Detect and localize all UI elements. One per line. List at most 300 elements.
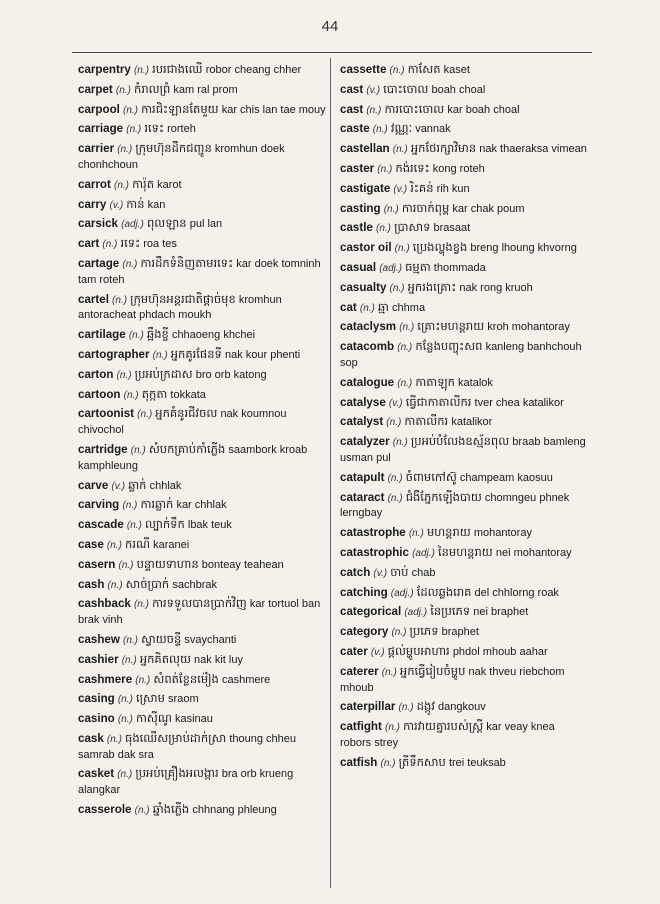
headword: categorical xyxy=(340,605,402,619)
right-column xyxy=(340,62,588,774)
khmer-translation: សំបកគ្រាប់កាំភ្លើង xyxy=(148,441,226,456)
headword: caste xyxy=(340,122,370,136)
headword: catapult xyxy=(340,470,385,484)
headword: catalyse xyxy=(340,395,386,409)
headword: carriage xyxy=(78,122,124,136)
khmer-translation: មហន្តរាយ xyxy=(426,525,471,540)
part-of-speech: (v.) xyxy=(373,567,388,579)
khmer-translation: កំរាលព្រំ xyxy=(134,81,171,96)
romanization: trei teuksab xyxy=(448,756,506,769)
headword: cat xyxy=(340,300,357,314)
khmer-translation: ប្រអប់ក្រដាស xyxy=(134,366,193,381)
dictionary-entry xyxy=(340,161,588,178)
khmer-translation: ប្រភេទ xyxy=(409,624,439,639)
romanization: mohantoray xyxy=(473,527,532,540)
romanization: sraom xyxy=(168,693,199,706)
romanization: kar chhlak xyxy=(176,499,227,512)
part-of-speech: (n.) xyxy=(106,539,122,551)
headword: carrier xyxy=(78,142,115,156)
romanization: kar chis lan tae mouy xyxy=(221,103,326,116)
romanization: nak kit luy xyxy=(194,653,243,666)
romanization: chab xyxy=(411,566,436,579)
khmer-translation: តុក្កតា xyxy=(141,386,168,401)
khmer-translation: ឆ្លាក់ xyxy=(128,477,147,492)
part-of-speech: (n.) xyxy=(359,302,375,314)
khmer-translation: ក្រុមហ៊ុនអន្តរជាតិផ្តាច់មុខ xyxy=(130,291,236,306)
romanization: kong roteh xyxy=(432,162,485,175)
khmer-translation: ការជិះឡានតែមួយ xyxy=(141,101,219,116)
khmer-translation: សំពត់ខ្លែនម៉ៀង xyxy=(153,671,219,686)
khmer-translation: ពុលឡាន xyxy=(147,216,187,231)
dictionary-entry xyxy=(78,497,326,514)
headword: cartoonist xyxy=(78,407,135,421)
part-of-speech: (v.) xyxy=(370,646,385,658)
headword: casket xyxy=(78,767,115,781)
khmer-translation: ល្បាក់ទឹក xyxy=(145,517,185,532)
romanization: karanei xyxy=(153,538,190,551)
headword: cartilage xyxy=(78,328,126,342)
romanization: boah choal xyxy=(431,83,486,96)
part-of-speech: (adj.) xyxy=(379,262,403,274)
headword: cartographer xyxy=(78,347,150,361)
romanization: robor cheang chher xyxy=(205,64,302,76)
headword: cater xyxy=(340,644,368,658)
romanization: bonteay teahean xyxy=(201,558,284,571)
dictionary-entry xyxy=(78,442,326,475)
headword: catch xyxy=(340,565,371,579)
romanization: roa tes xyxy=(143,238,177,251)
header-rule xyxy=(72,52,592,53)
khmer-translation: ឆ្នាំងភ្លើង xyxy=(152,802,190,817)
part-of-speech: (n.) xyxy=(377,163,393,175)
headword: cash xyxy=(78,577,105,591)
dictionary-entry xyxy=(78,557,326,574)
headword: carving xyxy=(78,498,120,512)
part-of-speech: (v.) xyxy=(393,183,408,195)
headword: cartridge xyxy=(78,442,128,456)
headword: castigate xyxy=(340,181,391,195)
dictionary-entry xyxy=(78,387,326,404)
romanization: nak koumnou chivochol xyxy=(78,408,287,437)
khmer-translation: ផ្តល់ម្ហូបអាហារ xyxy=(387,643,450,658)
part-of-speech: (n.) xyxy=(392,144,408,156)
dictionary-entry xyxy=(78,652,326,669)
khmer-translation: ចាប់ xyxy=(390,564,409,579)
khmer-translation: កាន់ xyxy=(126,196,145,211)
part-of-speech: (n.) xyxy=(117,694,133,706)
khmer-translation: នៃប្រភេទ xyxy=(430,604,471,619)
khmer-translation: ចំពាមកៅស៊ូ xyxy=(405,469,457,484)
dictionary-entry xyxy=(340,102,588,119)
part-of-speech: (n.) xyxy=(408,528,424,540)
dictionary-entry xyxy=(340,434,588,467)
part-of-speech: (n.) xyxy=(384,722,400,734)
part-of-speech: (n.) xyxy=(134,805,150,817)
dictionary-entry xyxy=(78,121,326,138)
romanization: kanleng banhchouh sop xyxy=(340,341,582,369)
romanization: dangkouv xyxy=(438,701,486,714)
headword: case xyxy=(78,537,104,551)
romanization: kar chak poum xyxy=(452,202,525,215)
dictionary-entry xyxy=(78,177,326,194)
dictionary-entry xyxy=(78,711,326,728)
romanization: nak thveu riebchom mhoub xyxy=(340,665,565,694)
headword: catastrophic xyxy=(340,545,409,559)
khmer-translation: ឆ្មា xyxy=(377,299,389,314)
romanization: kar tortuol ban brak vinh xyxy=(78,598,321,627)
headword: casting xyxy=(340,201,381,215)
romanization: kaset xyxy=(443,64,470,76)
khmer-translation: វណ្ណៈ xyxy=(390,121,413,136)
khmer-translation: កន្លែងបញ្ចុះសព xyxy=(415,339,483,354)
romanization: nak rong kruoh xyxy=(459,281,533,294)
part-of-speech: (n.) xyxy=(392,437,408,449)
romanization: kromhun antoracheat phdach moukh xyxy=(78,293,282,322)
part-of-speech: (n.) xyxy=(399,322,415,334)
part-of-speech: (adj.) xyxy=(121,219,144,231)
dictionary-entry xyxy=(340,719,588,752)
dictionary-entry xyxy=(340,260,588,277)
part-of-speech: (n.) xyxy=(387,472,403,484)
romanization: kar doek tomninh tam roteh xyxy=(78,257,321,286)
dictionary-entry xyxy=(340,490,588,523)
headword: casino xyxy=(78,712,115,726)
khmer-translation: របរជាងឈើ xyxy=(152,62,203,76)
headword: carve xyxy=(78,478,109,492)
headword: caterer xyxy=(340,664,379,678)
khmer-translation: ប្រអប់បំលែងឧស្ម័នពុល xyxy=(410,434,510,449)
headword: cashback xyxy=(78,597,131,611)
headword: cashew xyxy=(78,632,120,646)
headword: cast xyxy=(340,82,364,96)
headword: cassette xyxy=(340,63,387,76)
khmer-translation: អ្នកគំនូរជីវចល xyxy=(155,406,218,421)
headword: catfight xyxy=(340,720,382,734)
khmer-translation: ត្រីទឹកសាប xyxy=(398,754,446,769)
khmer-translation: កាស៊ីណូ xyxy=(135,711,172,726)
romanization: phdol mhoub aahar xyxy=(452,645,548,658)
dictionary-entry xyxy=(340,525,588,542)
khmer-translation: ប្រេងល្ហុងខ្វង xyxy=(412,240,468,255)
romanization: bro orb katong xyxy=(195,368,267,381)
khmer-translation: រទេះ xyxy=(144,121,164,136)
khmer-translation: កង់រទេះ xyxy=(395,160,430,175)
part-of-speech: (n.) xyxy=(381,666,397,678)
dictionary-entry xyxy=(340,395,588,412)
romanization: katalok xyxy=(458,376,493,389)
khmer-translation: សាច់ប្រាក់ xyxy=(125,576,170,591)
dictionary-entry xyxy=(340,201,588,218)
dictionary-entry xyxy=(340,300,588,317)
romanization: thommada xyxy=(433,261,486,274)
khmer-translation: រទេះ xyxy=(120,236,141,251)
dictionary-entry xyxy=(78,292,326,325)
romanization: kam ral prom xyxy=(173,83,238,96)
romanization: rorteh xyxy=(167,123,196,136)
part-of-speech: (n.) xyxy=(133,65,149,76)
headword: castellan xyxy=(340,142,390,156)
part-of-speech: (v.) xyxy=(111,480,126,492)
romanization: breng lhoung khvorng xyxy=(470,242,577,255)
romanization: karot xyxy=(157,178,182,191)
part-of-speech: (n.) xyxy=(117,144,133,156)
romanization: kar veay knea robors strey xyxy=(340,721,555,749)
headword: casing xyxy=(78,692,115,706)
khmer-translation: កាតាលីករ xyxy=(404,414,449,429)
romanization: pul lan xyxy=(189,218,223,231)
romanization: saambork kroab kamphleung xyxy=(78,443,308,472)
headword: cartoon xyxy=(78,387,121,401)
part-of-speech: (n.) xyxy=(137,409,153,421)
romanization: nei mohantoray xyxy=(495,546,572,559)
headword: carsick xyxy=(78,217,118,231)
khmer-translation: ប្រាសាទ xyxy=(394,220,431,235)
dictionary-entry xyxy=(340,470,588,487)
romanization: champeam kaosuu xyxy=(459,471,553,484)
headword: cartel xyxy=(78,292,109,306)
part-of-speech: (n.) xyxy=(115,84,131,96)
romanization: braab bamleng usman pul xyxy=(340,436,586,464)
part-of-speech: (n.) xyxy=(102,239,118,251)
dictionary-entry xyxy=(78,141,326,174)
khmer-translation: បន្ទាយទាហាន xyxy=(136,556,199,571)
dictionary-entry xyxy=(78,731,326,764)
part-of-speech: (n.) xyxy=(386,417,402,429)
part-of-speech: (n.) xyxy=(383,203,399,215)
khmer-translation: ជំងឺភ្នែកឡើងបាយ xyxy=(405,489,482,504)
part-of-speech: (n.) xyxy=(398,702,414,714)
dictionary-entry xyxy=(340,319,588,336)
dictionary-entry xyxy=(78,406,326,439)
romanization: thoung chheu samrab dak sra xyxy=(78,732,296,761)
khmer-translation: ប្រអប់គ្រឿងអលង្ការ xyxy=(135,766,219,781)
dictionary-entry xyxy=(78,672,326,689)
part-of-speech: (n.) xyxy=(380,757,396,769)
romanization: vannak xyxy=(415,123,451,136)
left-column xyxy=(78,62,326,822)
khmer-translation: បោះចោល xyxy=(383,81,429,96)
part-of-speech: (n.) xyxy=(133,599,149,611)
dictionary-entry xyxy=(340,280,588,297)
part-of-speech: (v.) xyxy=(109,199,124,211)
dictionary-entry xyxy=(78,691,326,708)
part-of-speech: (n.) xyxy=(135,674,151,686)
part-of-speech: (n.) xyxy=(117,714,133,726)
romanization: braphet xyxy=(441,626,479,639)
headword: caterpillar xyxy=(340,700,396,714)
khmer-translation: ស្វាយចន្ទី xyxy=(141,631,182,646)
dictionary-entry xyxy=(78,216,326,233)
headword: casserole xyxy=(78,803,132,817)
romanization: svaychanti xyxy=(184,633,237,646)
part-of-speech: (adj.) xyxy=(390,587,414,599)
romanization: cashmere xyxy=(221,673,271,686)
dictionary-entry xyxy=(340,375,588,392)
dictionary-entry xyxy=(78,62,326,79)
dictionary-entry xyxy=(78,802,326,819)
dictionary-entry xyxy=(78,517,326,534)
headword: carpool xyxy=(78,102,120,116)
dictionary-entry xyxy=(78,102,326,119)
headword: castle xyxy=(340,221,373,235)
romanization: chhaoeng khchei xyxy=(171,329,256,342)
part-of-speech: (n.) xyxy=(130,444,146,456)
part-of-speech: (v.) xyxy=(388,397,403,409)
romanization: brasaat xyxy=(433,222,471,235)
khmer-translation: កាតាឡុក xyxy=(415,374,455,389)
dictionary-entry xyxy=(78,256,326,289)
khmer-translation: ការ៉ុត xyxy=(132,176,154,191)
headword: carton xyxy=(78,367,114,381)
column-divider xyxy=(330,58,331,888)
headword: cashmere xyxy=(78,672,133,686)
headword: casual xyxy=(340,260,377,274)
khmer-translation: ធ្វើជាកាតាលីករ xyxy=(405,394,472,409)
khmer-translation: ក្រុមហ៊ុនដឹកជញ្ជូន xyxy=(135,141,212,156)
dictionary-entry xyxy=(78,596,326,629)
page-number: 44 xyxy=(321,18,339,35)
part-of-speech: (n.) xyxy=(389,65,405,76)
khmer-translation: ការឆ្លាក់ xyxy=(140,497,174,512)
dictionary-entry xyxy=(340,220,588,237)
dictionary-entry xyxy=(78,632,326,649)
part-of-speech: (n.) xyxy=(122,258,138,270)
romanization: bra orb krueng alangkar xyxy=(78,768,294,797)
part-of-speech: (n.) xyxy=(126,520,142,532)
romanization: katalikor xyxy=(451,416,493,429)
part-of-speech: (n.) xyxy=(123,389,139,401)
headword: cataract xyxy=(340,490,385,504)
headword: castor oil xyxy=(340,241,392,255)
part-of-speech: (n.) xyxy=(121,654,137,666)
khmer-translation: ធម្មតា xyxy=(405,259,431,274)
romanization: del chhlorng roak xyxy=(474,586,559,599)
headword: cartage xyxy=(78,256,120,270)
headword: carpet xyxy=(78,82,113,96)
dictionary-entry xyxy=(340,62,588,79)
dictionary-entry xyxy=(78,82,326,99)
romanization: kroh mohantoray xyxy=(487,321,570,334)
dictionary-entry xyxy=(340,181,588,198)
khmer-translation: ការទទួលបានប្រាក់វិញ xyxy=(152,596,247,611)
dictionary-entry xyxy=(340,414,588,431)
part-of-speech: (n.) xyxy=(391,627,407,639)
romanization: rih kun xyxy=(436,182,470,195)
dictionary-entry xyxy=(78,347,326,364)
dictionary-entry xyxy=(340,585,588,602)
part-of-speech: (n.) xyxy=(117,769,133,781)
dictionary-entry xyxy=(340,121,588,138)
headword: catacomb xyxy=(340,340,395,354)
part-of-speech: (n.) xyxy=(394,243,410,255)
dictionary-entry xyxy=(340,604,588,621)
headword: casualty xyxy=(340,280,387,294)
romanization: nei braphet xyxy=(473,606,529,619)
romanization: chhnang phleung xyxy=(192,804,277,817)
romanization: nak thaeraksa vimean xyxy=(479,143,587,156)
romanization: tokkata xyxy=(170,388,206,401)
part-of-speech: (n.) xyxy=(107,579,123,591)
khmer-translation: រិះគន់ xyxy=(410,180,434,195)
khmer-translation: អ្នកថែរក្សាវិមាន xyxy=(410,141,477,156)
part-of-speech: (n.) xyxy=(112,294,128,306)
headword: carrot xyxy=(78,177,111,191)
romanization: chhlak xyxy=(149,479,182,492)
headword: cascade xyxy=(78,518,124,532)
part-of-speech: (n.) xyxy=(118,559,134,571)
khmer-translation: អ្នករងគ្រោះ xyxy=(407,279,457,294)
khmer-translation: ការបោះចោល xyxy=(384,101,445,116)
romanization: kan xyxy=(147,198,166,211)
part-of-speech: (adj.) xyxy=(412,547,435,559)
part-of-speech: (n.) xyxy=(123,634,139,646)
headword: carry xyxy=(78,197,107,211)
part-of-speech: (n.) xyxy=(397,342,413,354)
dictionary-entry xyxy=(78,367,326,384)
romanization: lbak teuk xyxy=(187,519,232,532)
khmer-translation: ការវាយគ្នារបស់ស្ត្រី xyxy=(403,719,484,734)
dictionary-entry xyxy=(78,197,326,214)
romanization: chomngeu phnek lerngbay xyxy=(340,491,570,520)
part-of-speech: (n.) xyxy=(372,124,388,136)
dictionary-entry xyxy=(340,565,588,582)
headword: catastrophe xyxy=(340,526,406,540)
headword: carpentry xyxy=(78,63,131,76)
romanization: nak kour phenti xyxy=(224,348,301,361)
headword: caster xyxy=(340,161,375,175)
khmer-translation: គ្រោះមហន្តរាយ xyxy=(417,319,485,334)
romanization: sachbrak xyxy=(172,578,217,591)
part-of-speech: (n.) xyxy=(113,179,129,191)
dictionary-entry xyxy=(340,644,588,661)
part-of-speech: (n.) xyxy=(152,349,168,361)
khmer-translation: អ្នកគិតលុយ xyxy=(139,651,191,666)
dictionary-entry xyxy=(340,545,588,562)
khmer-translation: កាសែត xyxy=(407,62,441,76)
romanization: kasinau xyxy=(175,713,213,726)
headword: catalyzer xyxy=(340,435,390,449)
khmer-translation: ធុងឈើសម្រាប់ដាក់ស្រា xyxy=(125,730,227,745)
dictionary-entry xyxy=(340,82,588,99)
headword: cart xyxy=(78,237,100,251)
dictionary-entry xyxy=(340,624,588,641)
khmer-translation: ការដឹកទំនិញតាមរទេះ xyxy=(140,255,234,270)
khmer-translation: អ្នកគូរផែនទី xyxy=(170,346,222,361)
part-of-speech: (n.) xyxy=(389,282,405,294)
part-of-speech: (n.) xyxy=(128,330,144,342)
khmer-translation: អ្នកធ្វើរៀបចំម្ហូប xyxy=(399,663,466,678)
khmer-translation: ការចាក់ពុម្ព xyxy=(401,200,450,215)
part-of-speech: (n.) xyxy=(366,104,382,116)
khmer-translation: ស្រោម xyxy=(135,691,165,706)
headword: cashier xyxy=(78,652,119,666)
dictionary-entry xyxy=(78,537,326,554)
headword: cast xyxy=(340,102,364,116)
khmer-translation: ដែលឆ្លងរោគ xyxy=(416,584,472,599)
headword: cataclysm xyxy=(340,320,397,334)
khmer-translation: នៃមហន្តរាយ xyxy=(437,544,493,559)
part-of-speech: (n.) xyxy=(387,492,403,504)
headword: catching xyxy=(340,585,388,599)
part-of-speech: (n.) xyxy=(122,104,138,116)
part-of-speech: (n.) xyxy=(397,377,413,389)
romanization: tver chea katalikor xyxy=(474,396,564,409)
part-of-speech: (adj.) xyxy=(404,607,428,619)
headword: cask xyxy=(78,731,104,745)
headword: category xyxy=(340,625,389,639)
dictionary-entry xyxy=(340,699,588,716)
part-of-speech: (n.) xyxy=(126,124,142,136)
